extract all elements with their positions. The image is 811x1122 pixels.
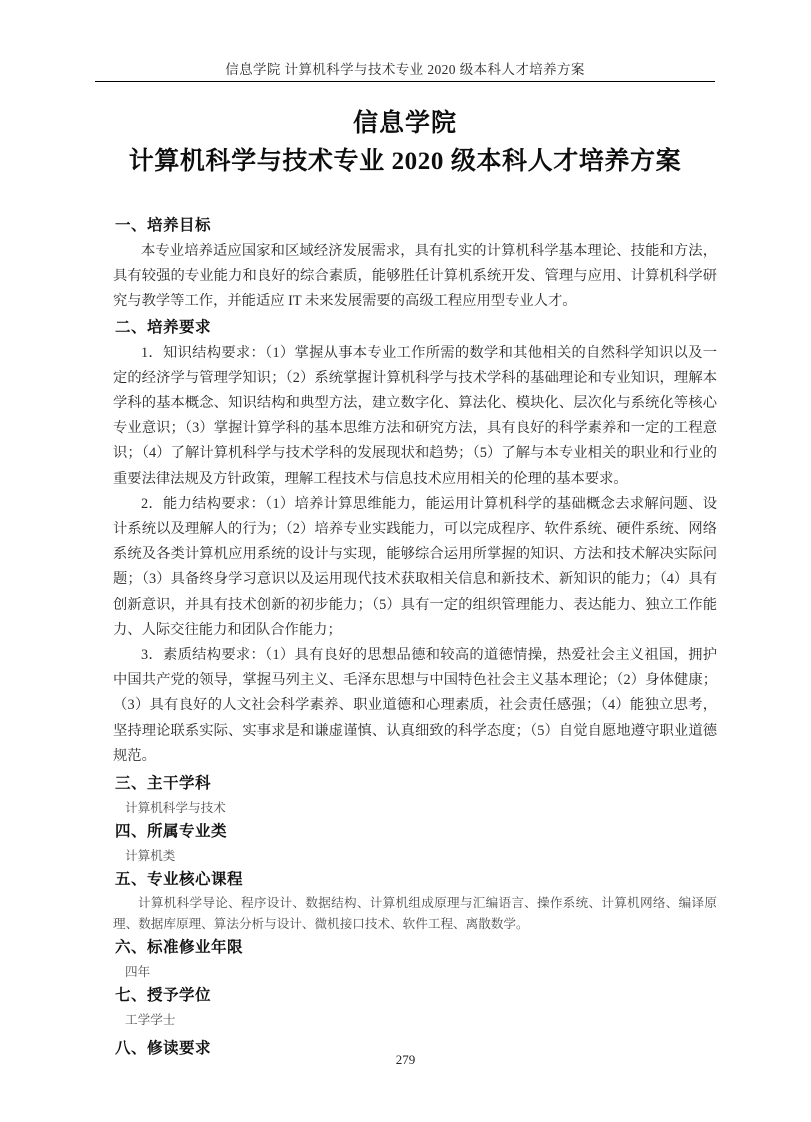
section-heading-training-objective: 一、培养目标 [115, 217, 212, 234]
section-body-training-objective: 本专业培养适应国家和区域经济发展需求，具有扎实的计算机科学基本理论、技能和方法，具有较强的专业能力和良好的综合素质，能够胜任计算机系统开发、管理与应用、计算机科学研究与教学等工作，并能适应 IT 未来发展需要的高级工程应用型专业人才。 [113, 243, 717, 310]
running-header: 信息学院 计算机科学与技术专业 2020 级本科人才培养方案 [225, 62, 585, 77]
requirement-ability-structure: 2．能力结构要求：（1）培养计算思维能力，能运用计算机科学的基础概念去求解问题、设计系统以及理解人的行为；（2）培养专业实践能力，可以完成程序、软件系统、硬件系统、网络系统及各类计算机应用系统的设计与实现，能够综合运用所掌握的知识、方法和技术解决实际问题；（3）具备终身学习意识以及运用现代技术获取相关信息和新技术、新知识的能力；（4）具有创新意识，并具有技术创新的初步能力；（5）具有一定的组织管理能力、表达能力、独立工作能力、人际交往能力和团队合作能力； [113, 495, 717, 638]
page-number: 279 [395, 1052, 416, 1067]
header-divider-rule [95, 81, 715, 82]
section-body-standard-duration: 四年 [125, 965, 151, 980]
document-content [113, 213, 717, 1062]
section-heading-standard-duration: 六、标准修业年限 [115, 939, 244, 957]
section-heading-core-courses: 五、专业核心课程 [115, 871, 244, 889]
section-body-major-category: 计算机类 [125, 849, 176, 864]
section-heading-study-requirements: 八、修读要求 [115, 1040, 212, 1058]
section-heading-core-discipline: 三、主干学科 [115, 775, 212, 793]
page-title-program: 计算机科学与技术专业 2020 级本科人才培养方案 [128, 148, 682, 175]
section-body-degree-awarded: 工学学士 [125, 1013, 176, 1028]
section-body-core-discipline: 计算机科学与技术 [125, 801, 226, 816]
title-block [95, 108, 715, 180]
page-title-institution: 信息学院 [352, 110, 457, 137]
section-heading-major-category: 四、所属专业类 [115, 823, 228, 841]
section-heading-degree-awarded: 七、授予学位 [115, 987, 212, 1005]
requirement-knowledge-structure: 1．知识结构要求：（1）掌握从事本专业工作所需的数学和其他相关的自然科学知识以及一定的经济学与管理学知识；（2）系统掌握计算机科学与技术学科的基础理论和专业知识，理解本学科的基本概念、知识结构和典型方法，建立数字化、算法化、模块化、层次化与系统化等核心专业意识；（3）掌握计算学科的基本思维方法和研究方法，具有良好的科学素养和一定的工程意识；（4）了解计算机科学与技术学科的发展现状和趋势；（5）了解与本专业相关的职业和行业的重要法律法规及方针政策，理解工程技术与信息技术应用相关的伦理的基本要求。 [113, 344, 717, 487]
section-body-core-courses: 计算机科学导论、程序设计、数据结构、计算机组成原理与汇编语言、操作系统、计算机网络、编译原理、数据库原理、算法分析与设计、微机接口技术、软件工程、离散数学。 [113, 896, 717, 932]
requirement-quality-structure: 3．素质结构要求：（1）具有良好的思想品德和较高的道德情操，热爱社会主义祖国，拥护中国共产党的领导，掌握马列主义、毛泽东思想与中国特色社会主义基本理论；（2）身体健康；（3）具有良好的人文社会科学素养、职业道德和心理素质，社会责任感强；（4）能独立思考，坚持理论联系实际、实事求是和谦虚谨慎、认真细致的科学态度；（5）自觉自愿地遵守职业道德规范。 [113, 647, 717, 764]
section-heading-training-requirements: 二、培养要求 [115, 318, 212, 336]
